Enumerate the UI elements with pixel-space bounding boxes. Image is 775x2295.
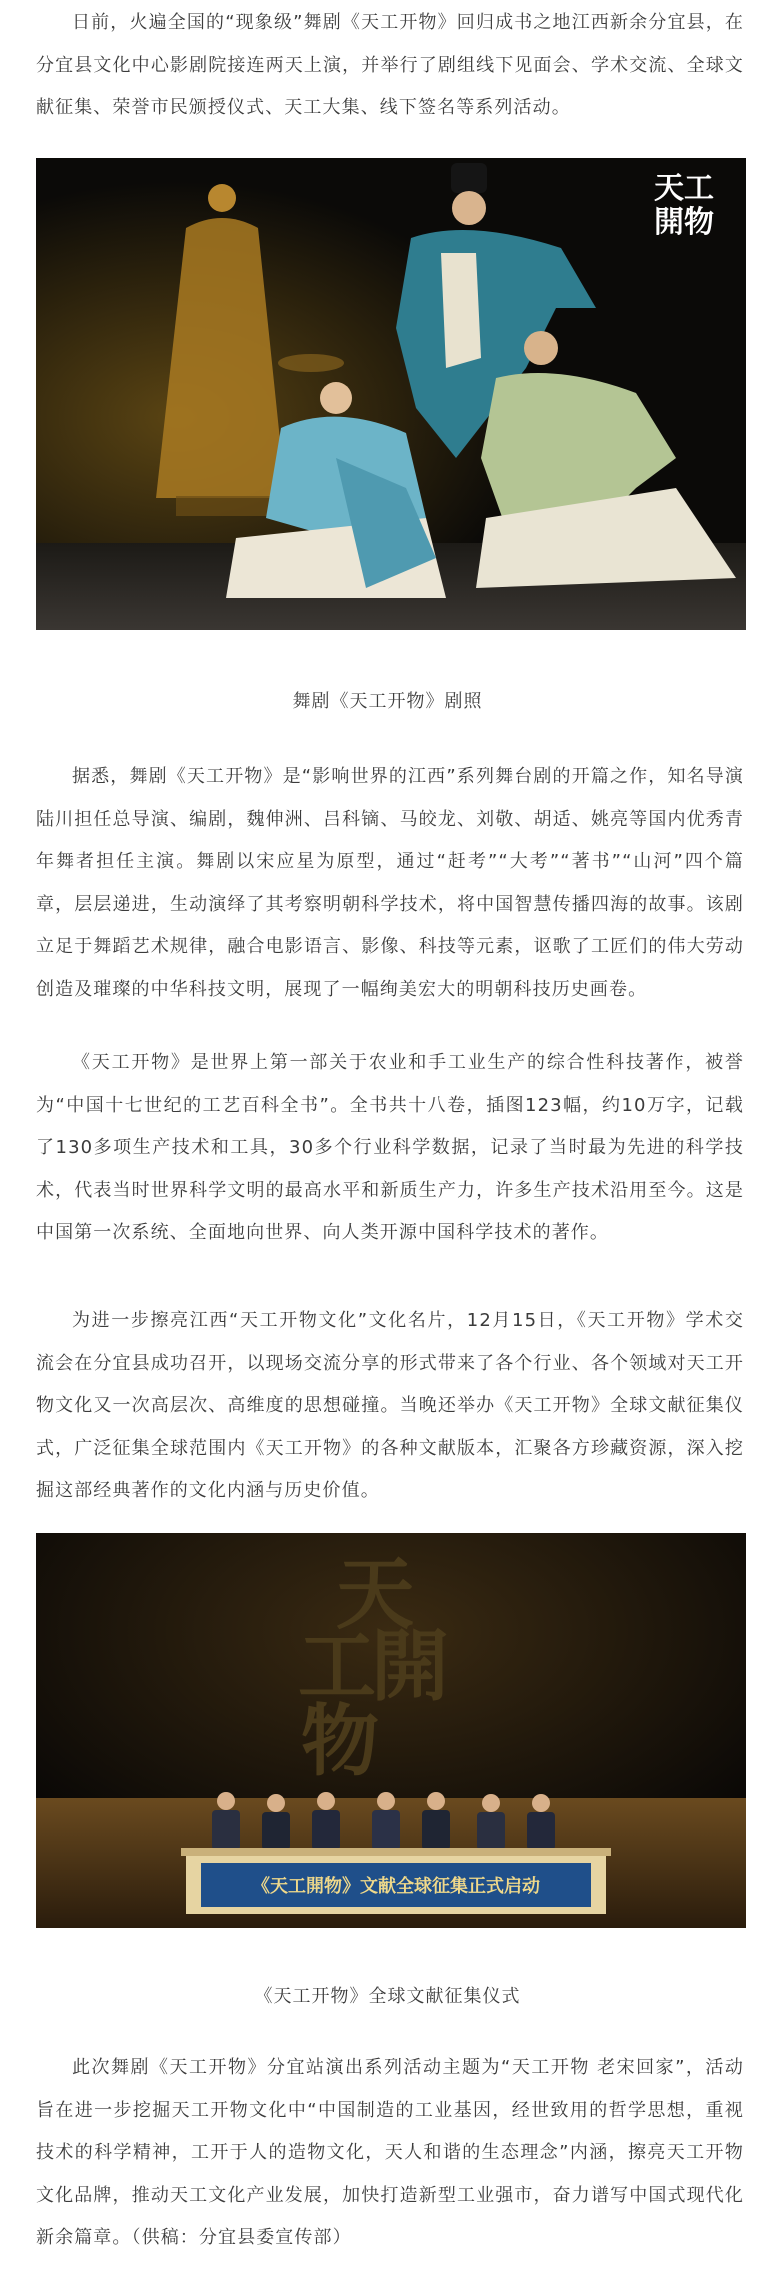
photo1-caption: 舞剧《天工开物》剧照: [292, 691, 483, 712]
tiangong-kaiwu-logo: [654, 171, 714, 240]
svg-text:天工: 天工: [654, 171, 714, 206]
svg-text:開: 開: [371, 1621, 450, 1712]
svg-text:物: 物: [301, 1696, 380, 1787]
paragraph-dance-intro: 据悉，舞剧《天工开物》是“影响世界的江西”系列舞台剧的开篇之作，知名导演陆川担任总导演、编剧，魏伸洲、吕科镝、马皎龙、刘敬、胡适、姚亮等国内优秀青年舞者担任主演。舞剧以宋应星为原型，通过“赶考”“大考”“著书”“山河”四个篇章，层层递进，生动演绎了其考察明朝科学技术，将中国智慧传播四海的故事。该剧立足于舞蹈艺术规律，融合电影语言、影像、科技等元素，讴歌了工匠们的伟大劳动创造及璀璨的中华科技文明，展现了一幅绚美宏大的明朝科技历史画卷。: [36, 766, 744, 1000]
paragraph-book-intro: 《天工开物》是世界上第一部关于农业和手工业生产的综合性科技著作，被誉为“中国十七世纪的工艺百科全书”。全书共十八卷，插图123幅，约10万字，记载了130多项生产技术和工具，30多个行业科学数据，记录了当时最为先进的科学技术，代表当时世界科学文明的最高水平和新质生产力，许多生产技术沿用至今。这是中国第一次系统、全面地向世界、向人类开源中国科学技术的著作。: [36, 1052, 744, 1243]
svg-text:天: 天: [336, 1549, 415, 1640]
podium-top: [181, 1848, 611, 1856]
launch-banner: [186, 1856, 606, 1914]
paragraph-academic-exchange: 为进一步擦亮江西“天工开物文化”文化名片，12月15日，《天工开物》学术交流会在分宜县成功召开，以现场交流分享的形式带来了各个行业、各个领域对天工开物文化又一次高层次、高维度的思想碰撞。当晚还举办《天工开物》全球文献征集仪式，广泛征集全球范围内《天工开物》的各种文献版本，汇聚各方珍藏资源，深入挖掘这部经典著作的文化内涵与历史价值。: [36, 1310, 744, 1501]
closing-paragraph: 此次舞剧《天工开物》分宜站演出系列活动主题为“天工开物 老宋回家”，活动旨在进一步挖掘天工开物文化中“中国制造的工业基因，经世致用的哲学思想，重视技术的科学精神，工开于人的造物文化，天人和谐的生态理念”内涵，擦亮天工开物文化品牌，推动天工文化产业发展，加快打造新型工业强市，奋力谱写中国式现代化新余篇章。（供稿：分宜县委宣传部）: [36, 2057, 744, 2248]
svg-text:《天工開物》文献全球征集正式启动: 《天工開物》文献全球征集正式启动: [252, 1876, 540, 1897]
svg-text:開物: 開物: [654, 205, 714, 240]
ceremony-photo: [36, 1533, 746, 1928]
dance-performance-photo: [36, 158, 746, 630]
photo2-caption: 《天工开物》全球文献征集仪式: [254, 1986, 521, 2007]
intro-paragraph: 日前，火遍全国的“现象级”舞剧《天工开物》回归成书之地江西新余分宜县，在分宜县文化中心影剧院接连两天上演，并举行了剧组线下见面会、学术交流、全球文献征集、荣誉市民颁授仪式、天工大集、线下签名等系列活动。: [36, 12, 744, 118]
svg-text:工: 工: [298, 1621, 377, 1712]
